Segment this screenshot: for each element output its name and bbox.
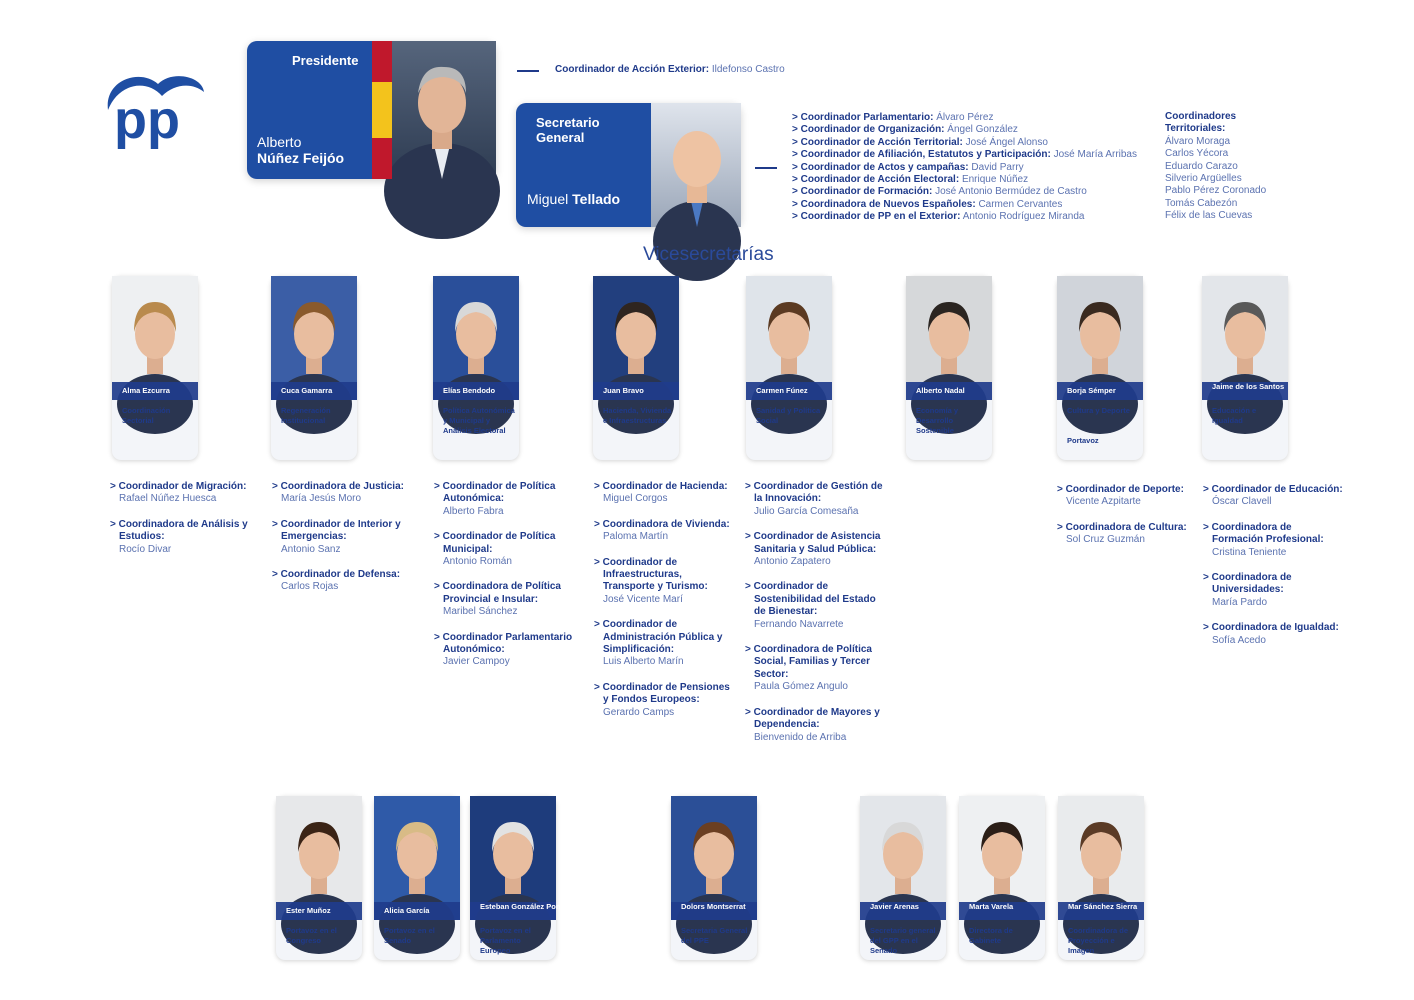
vice-card	[1202, 276, 1288, 460]
list-item: > Coordinadora de Justicia: María Jesús Moro	[272, 481, 404, 505]
person-role: Portavoz en el Congreso	[286, 926, 337, 945]
vice-name: Juan Bravo	[593, 382, 679, 400]
vice-card	[433, 276, 519, 460]
list-item: > Coordinador de Mayores y Dependencia: Bienvenido de Arriba	[745, 706, 880, 743]
person-name: Alicia García	[374, 902, 460, 920]
secretary-role: Secretario General	[536, 115, 600, 145]
vice-area: Educación e Igualdad	[1212, 406, 1257, 425]
list-item: > Coordinador Parlamentario Autonómico: Javier Campoy	[434, 631, 573, 668]
coordinators-list	[792, 112, 1137, 224]
list-item: > Coordinadora de Cultura: Sol Cruz Guzmán	[1057, 521, 1187, 546]
portavoz-card	[470, 796, 565, 960]
exterior-coordinator: Coordinador de Acción Exterior: Ildefonso Castro	[555, 64, 785, 75]
coordinator-column	[745, 481, 885, 757]
vice-area-extra: Portavoz	[1067, 436, 1099, 445]
list-item: > Coordinador de Gestión de la Innovación: Julio García Comesaña	[745, 481, 883, 517]
vice-area: Economía y Desarrollo Sostenible	[916, 406, 959, 435]
vice-name: Alma Ezcurra	[112, 382, 198, 400]
vice-area: Sanidad y Política Social	[756, 406, 821, 425]
list-item: > Coordinador de PP en el Exterior: Antonio Rodríguez Miranda	[792, 211, 1085, 223]
vice-name: Cuca Gamarra	[271, 382, 357, 400]
person-name: Esteban González Pons	[470, 902, 556, 920]
list-item: > Coordinador Parlamentario: Álvaro Pérez	[792, 112, 994, 123]
vice-area: Regeneración Institucional	[281, 406, 331, 425]
portavoz-card	[276, 796, 362, 960]
person-name: Mar Sánchez Sierra	[1058, 902, 1144, 920]
list-item: > Coordinadora de Vivienda: Paloma Martín	[594, 518, 730, 543]
list-item: > Coordinadora de Universidades: María Pardo	[1203, 572, 1292, 608]
territorial-coordinators: Coordinadores Territoriales: Álvaro Moraga Carlos Yécora Eduardo Carazo Silverio Argüelles Pablo Pérez Coronado Tomás Cabezón Félix de las Cuevas	[1165, 111, 1267, 222]
person-name: Marta Varela	[959, 902, 1045, 920]
president-role: Presidente	[292, 53, 359, 68]
list-item: > Coordinadora de Nuevos Españoles: Carmen Cervantes	[792, 198, 1063, 210]
coordinator-column	[1057, 484, 1197, 560]
list-item: > Coordinador de Asistencia Sanitaria y Salud Pública: Antonio Zapatero	[745, 531, 881, 568]
list-item: > Coordinador de Hacienda: Miguel Corgos	[594, 481, 728, 505]
vice-name: Borja Sémper	[1057, 382, 1143, 400]
list-item: > Coordinadora de Política Social, Familias y Tercer Sector: Paula Gómez Angulo	[745, 644, 872, 693]
portavoz-card	[860, 796, 946, 960]
list-item: > Coordinador de Sostenibilidad del Estado de Bienestar: Fernando Navarrete	[745, 581, 876, 630]
portavoz-card	[959, 796, 1045, 960]
section-title: Vicesecretarías	[643, 244, 774, 265]
person-role: Coordinadora de Proyección e Imagen	[1068, 926, 1129, 955]
vice-card	[906, 276, 992, 460]
person-name: Dolors Montserrat	[671, 902, 757, 920]
vice-area: Política Autonómica y Municipal y Análisis Electoral	[443, 406, 515, 435]
coordinator-column	[110, 481, 250, 569]
person-role: Portavoz en el Parlamento Europeo	[480, 926, 531, 955]
list-item: > Coordinador de Pensiones y Fondos Europeos: Gerardo Camps	[594, 681, 730, 718]
list-item: > Coordinador de Política Autonómica: Alberto Fabra	[434, 481, 556, 517]
list-item: > Coordinador de Defensa: Carlos Rojas	[272, 569, 401, 593]
vice-card	[593, 276, 679, 460]
svg-text:pp: pp	[114, 90, 180, 150]
list-item: > Coordinador de Acción Territorial: José Ángel Alonso	[792, 136, 1048, 148]
list-item: > Coordinador de Educación: Óscar Clavell	[1203, 484, 1343, 508]
secretary-name: Miguel Tellado	[527, 191, 621, 207]
person-role: Secretaria General del PPE	[681, 926, 748, 945]
secretary-card	[516, 103, 741, 227]
list-item: > Coordinador de Deporte: Vicente Azpitarte	[1057, 484, 1184, 508]
portavoz-card	[374, 796, 460, 960]
list-item: > Coordinador de Migración: Rafael Núñez Huesca	[110, 481, 247, 505]
person-name: Javier Arenas	[860, 902, 946, 920]
vice-name: Jaime de los Santos	[1202, 382, 1288, 400]
list-item: > Coordinador de Actos y campañas: David Parry	[792, 161, 1024, 173]
coordinator-column	[594, 481, 734, 732]
vice-area: Cultura y Deporte	[1067, 406, 1130, 415]
list-item: > Coordinador de Infraestructuras, Transporte y Turismo: José Vicente Marí	[594, 556, 708, 605]
list-item: > Coordinador de Interior y Emergencias: Antonio Sanz	[272, 518, 401, 555]
list-item: > Coordinadora de Formación Profesional: Cristina Teniente	[1203, 521, 1324, 558]
list-item: > Coordinador de Organización: Ángel González	[792, 124, 1018, 136]
connector-line	[755, 167, 777, 169]
secretary-photo	[651, 103, 741, 227]
list-item: > Coordinador de Formación: José Antonio Bermúdez de Castro	[792, 186, 1087, 198]
coordinator-column	[1203, 484, 1343, 660]
vice-name: Elías Bendodo	[433, 382, 519, 400]
vice-card	[112, 276, 198, 460]
coordinator-column	[434, 481, 574, 682]
vice-name: Carmen Fúnez	[746, 382, 832, 400]
list-item: > Coordinador de Política Municipal: Antonio Román	[434, 531, 556, 568]
list-item: > Coordinadora de Igualdad: Sofía Acedo	[1203, 622, 1339, 646]
vice-card	[1057, 276, 1143, 460]
president-photo	[372, 41, 496, 179]
portavoz-card	[1058, 796, 1144, 960]
vice-area: Coordinación Sectorial	[122, 406, 171, 425]
president-first-name: Alberto	[257, 134, 302, 150]
pp-logo	[100, 70, 210, 148]
portavoz-card	[671, 796, 757, 960]
list-item: > Coordinador de Afiliación, Estatutos y Participación: José María Arribas	[792, 149, 1137, 161]
connector-line	[517, 70, 539, 72]
person-role: Portavoz en el Senado	[384, 926, 435, 945]
vice-area: Hacienda, Vivienda e Infraestructuras	[603, 406, 672, 425]
list-item: > Coordinador de Administración Pública y Simplificación: Luis Alberto Marín	[594, 619, 723, 668]
vice-card	[746, 276, 832, 460]
coordinator-column	[272, 481, 412, 607]
president-card	[247, 41, 496, 179]
person-role: Directora de Gabinete	[969, 926, 1013, 945]
person-role: Secretario general del GPP en el Senado	[870, 926, 936, 955]
spain-flag-icon	[372, 41, 392, 179]
list-item: > Coordinadora de Análisis y Estudios: Rocío Divar	[110, 518, 248, 555]
person-name: Ester Muñoz	[276, 902, 362, 920]
list-item: > Coordinadora de Política Provincial e Insular: Maribel Sánchez	[434, 581, 561, 618]
list-item: > Coordinador de Acción Electoral: Enrique Núñez	[792, 174, 1029, 186]
vice-name: Alberto Nadal	[906, 382, 992, 400]
vice-card	[271, 276, 357, 460]
president-last-name: Núñez Feijóo	[257, 150, 345, 166]
